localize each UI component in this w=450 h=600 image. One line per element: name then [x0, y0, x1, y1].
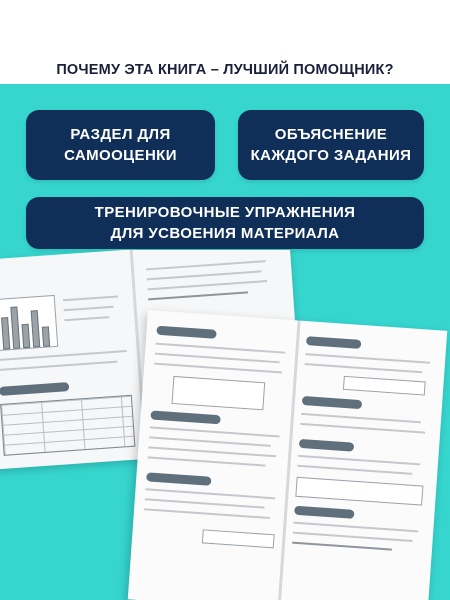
- feature-training-exercises: [26, 197, 424, 249]
- front-book-spread: [128, 310, 447, 600]
- section-chip: [146, 472, 211, 486]
- feature-self-assessment: [26, 110, 215, 180]
- feature-label: ОБЪЯСНЕНИЕ КАЖДОГО ЗАДАНИЯ: [250, 126, 412, 164]
- fraction-box: [172, 376, 266, 410]
- book-illustration: [0, 250, 450, 600]
- feature-label: РАЗДЕЛ ДЛЯ САМООЦЕНКИ: [64, 126, 177, 164]
- bar-chart-figure: [0, 295, 58, 351]
- section-chip: [306, 336, 361, 349]
- answer-box: [295, 477, 423, 506]
- section-chip: [150, 410, 220, 424]
- feature-task-explanation: [238, 110, 424, 180]
- page-title: ПОЧЕМУ ЭТА КНИГА – ЛУЧШИЙ ПОМОЩНИК?: [56, 62, 394, 78]
- section-chip: [302, 396, 362, 409]
- answer-box: [202, 529, 275, 548]
- answer-box: [343, 376, 426, 396]
- book-spine: [277, 320, 300, 600]
- section-chip: [294, 506, 354, 519]
- feature-label: ТРЕНИРОВОЧНЫЕ УПРАЖНЕНИЯ ДЛЯ УСВОЕНИЯ МАТЕРИАЛА: [94, 204, 356, 242]
- assessment-table: [0, 395, 135, 456]
- section-chip: [299, 439, 354, 452]
- section-chip: [156, 326, 216, 339]
- section-chip: [0, 382, 69, 396]
